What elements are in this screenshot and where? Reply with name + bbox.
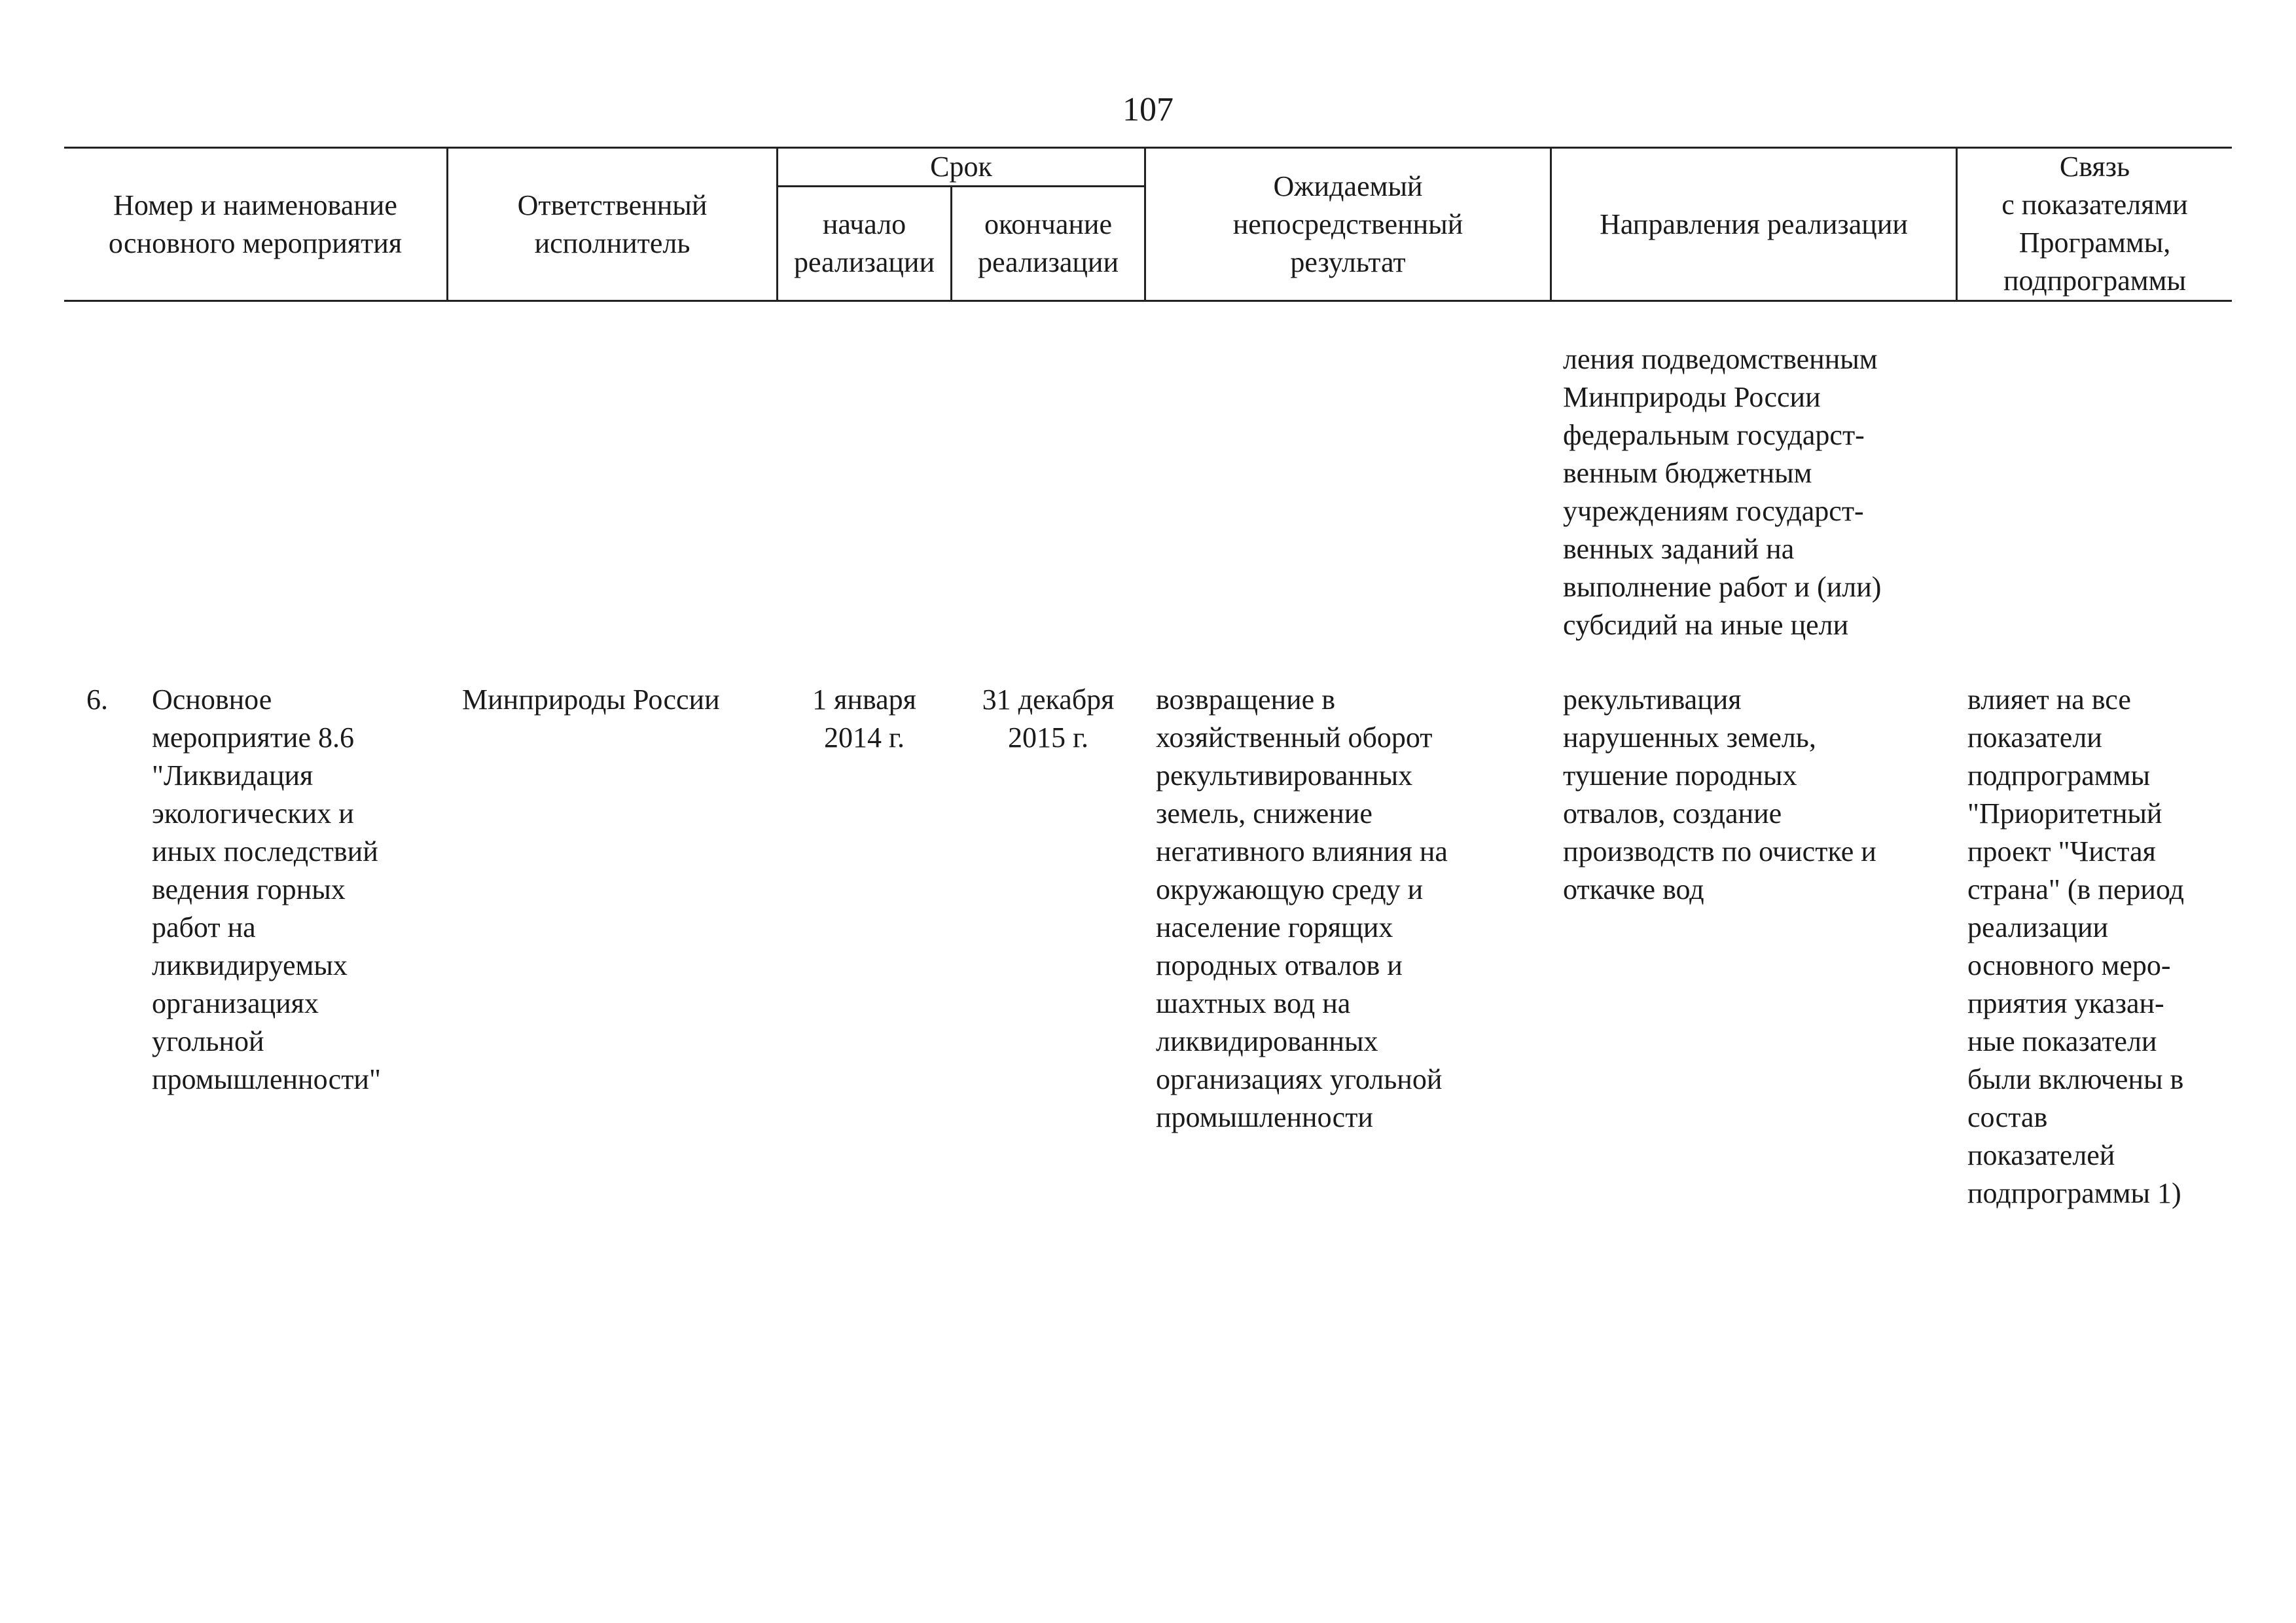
text-line: промышленности [1156, 1101, 1373, 1133]
text-line: нарушенных земель, [1563, 721, 1816, 754]
text-line: отвалов, создание [1563, 797, 1782, 830]
text-line: были включены в [1967, 1063, 2184, 1095]
text-line: 31 декабря [982, 684, 1115, 716]
text-line: работ на [152, 911, 256, 943]
text-line: угольной [152, 1025, 264, 1057]
text-line: Основное [152, 684, 272, 716]
text-line: ведения горных [152, 873, 346, 905]
header-line: с показателями [2001, 189, 2188, 221]
header-line: непосредственный [1232, 208, 1463, 240]
text-line: основного меро- [1967, 949, 2171, 981]
header-line: основного мероприятия [108, 227, 403, 259]
text-line: "Приоритетный [1967, 797, 2162, 830]
header-line: Связь [2059, 151, 2130, 183]
text-line: учреждениям государст- [1563, 495, 1864, 527]
text-line: ликвидируемых [152, 949, 348, 981]
page-number: 107 [1122, 91, 1174, 128]
continuation-directions [1563, 340, 1881, 644]
text-line: ления подведомственным [1563, 343, 1878, 375]
text-line: рекультивированных [1156, 759, 1413, 792]
text-line: "Ликвидация [152, 759, 314, 792]
table-top-rule [64, 147, 2232, 149]
start-date [778, 681, 950, 757]
header-line: Ожидаемый [1273, 170, 1423, 202]
text-line: организациях [152, 987, 319, 1019]
responsible-executor: Минприроды России [462, 684, 720, 716]
header-directions [1552, 206, 1956, 244]
header-indicator-link [1958, 148, 2232, 300]
indicator-link [1967, 681, 2184, 1213]
header-line: Направления реализации [1600, 208, 1908, 240]
header-line: Номер и наименование [113, 189, 397, 221]
header-expected-result [1146, 168, 1550, 282]
text-line: земель, снижение [1156, 797, 1372, 830]
text-line: тушение породных [1563, 759, 1797, 792]
text-line: возвращение в [1156, 684, 1335, 716]
text-line: субсидий на иные цели [1563, 609, 1849, 641]
text-line: показателей [1967, 1139, 2115, 1171]
text-line: хозяйственный оборот [1156, 721, 1433, 754]
text-line: население горящих [1156, 911, 1393, 943]
header-term-group: Срок [930, 151, 992, 183]
text-line: приятия указан- [1967, 987, 2164, 1019]
text-line: породных отвалов и [1156, 949, 1403, 981]
activity-name [152, 681, 381, 1099]
text-line: шахтных вод на [1156, 987, 1351, 1019]
text-line: федеральным государст- [1563, 419, 1865, 451]
text-line: состав [1967, 1101, 2048, 1133]
header-executor [448, 187, 776, 263]
text-line: реализации [1967, 911, 2109, 943]
text-line: иных последствий [152, 835, 378, 867]
text-line: 2015 г. [1007, 721, 1089, 754]
header-activity-name [64, 187, 446, 263]
text-line: страна" (в период [1967, 873, 2185, 905]
text-line: подпрограммы 1) [1967, 1177, 2181, 1209]
header-end [952, 206, 1144, 282]
header-line: начало [822, 208, 906, 240]
header-line: Ответственный [517, 189, 708, 221]
text-line: проект "Чистая [1967, 835, 2156, 867]
header-line: исполнитель [534, 227, 691, 259]
text-line: экологических и [152, 797, 354, 830]
header-line: окончание [984, 208, 1112, 240]
text-line: выполнение работ и (или) [1563, 571, 1882, 603]
text-line: мероприятие 8.6 [152, 721, 355, 754]
header-line: реализации [793, 246, 935, 278]
text-line: ные показатели [1967, 1025, 2157, 1057]
text-line: откачке вод [1563, 873, 1704, 905]
header-line: подпрограммы [2003, 264, 2187, 297]
header-bottom-rule [64, 300, 2232, 302]
text-line: показатели [1967, 721, 2102, 754]
implementation-directions [1563, 681, 1876, 909]
end-date [952, 681, 1144, 757]
header-line: Программы, [2018, 227, 2171, 259]
text-line: ликвидированных [1156, 1025, 1378, 1057]
header-line: реализации [977, 246, 1119, 278]
text-line: 2014 г. [823, 721, 905, 754]
text-line: негативного влияния на [1156, 835, 1448, 867]
header-line: результат [1290, 246, 1406, 278]
text-line: венных заданий на [1563, 533, 1795, 565]
text-line: организациях угольной [1156, 1063, 1443, 1095]
expected-result [1156, 681, 1448, 1137]
text-line: рекультивация [1563, 684, 1742, 716]
text-line: промышленности" [152, 1063, 381, 1095]
text-line: окружающую среду и [1156, 873, 1424, 905]
text-line: подпрограммы [1967, 759, 2151, 792]
header-start [778, 206, 950, 282]
row-number: 6. [86, 684, 108, 716]
text-line: влияет на все [1967, 684, 2131, 716]
text-line: 1 января [812, 684, 916, 716]
text-line: венным бюджетным [1563, 457, 1812, 489]
text-line: производств по очистке и [1563, 835, 1876, 867]
text-line: Минприроды России [1563, 381, 1821, 413]
